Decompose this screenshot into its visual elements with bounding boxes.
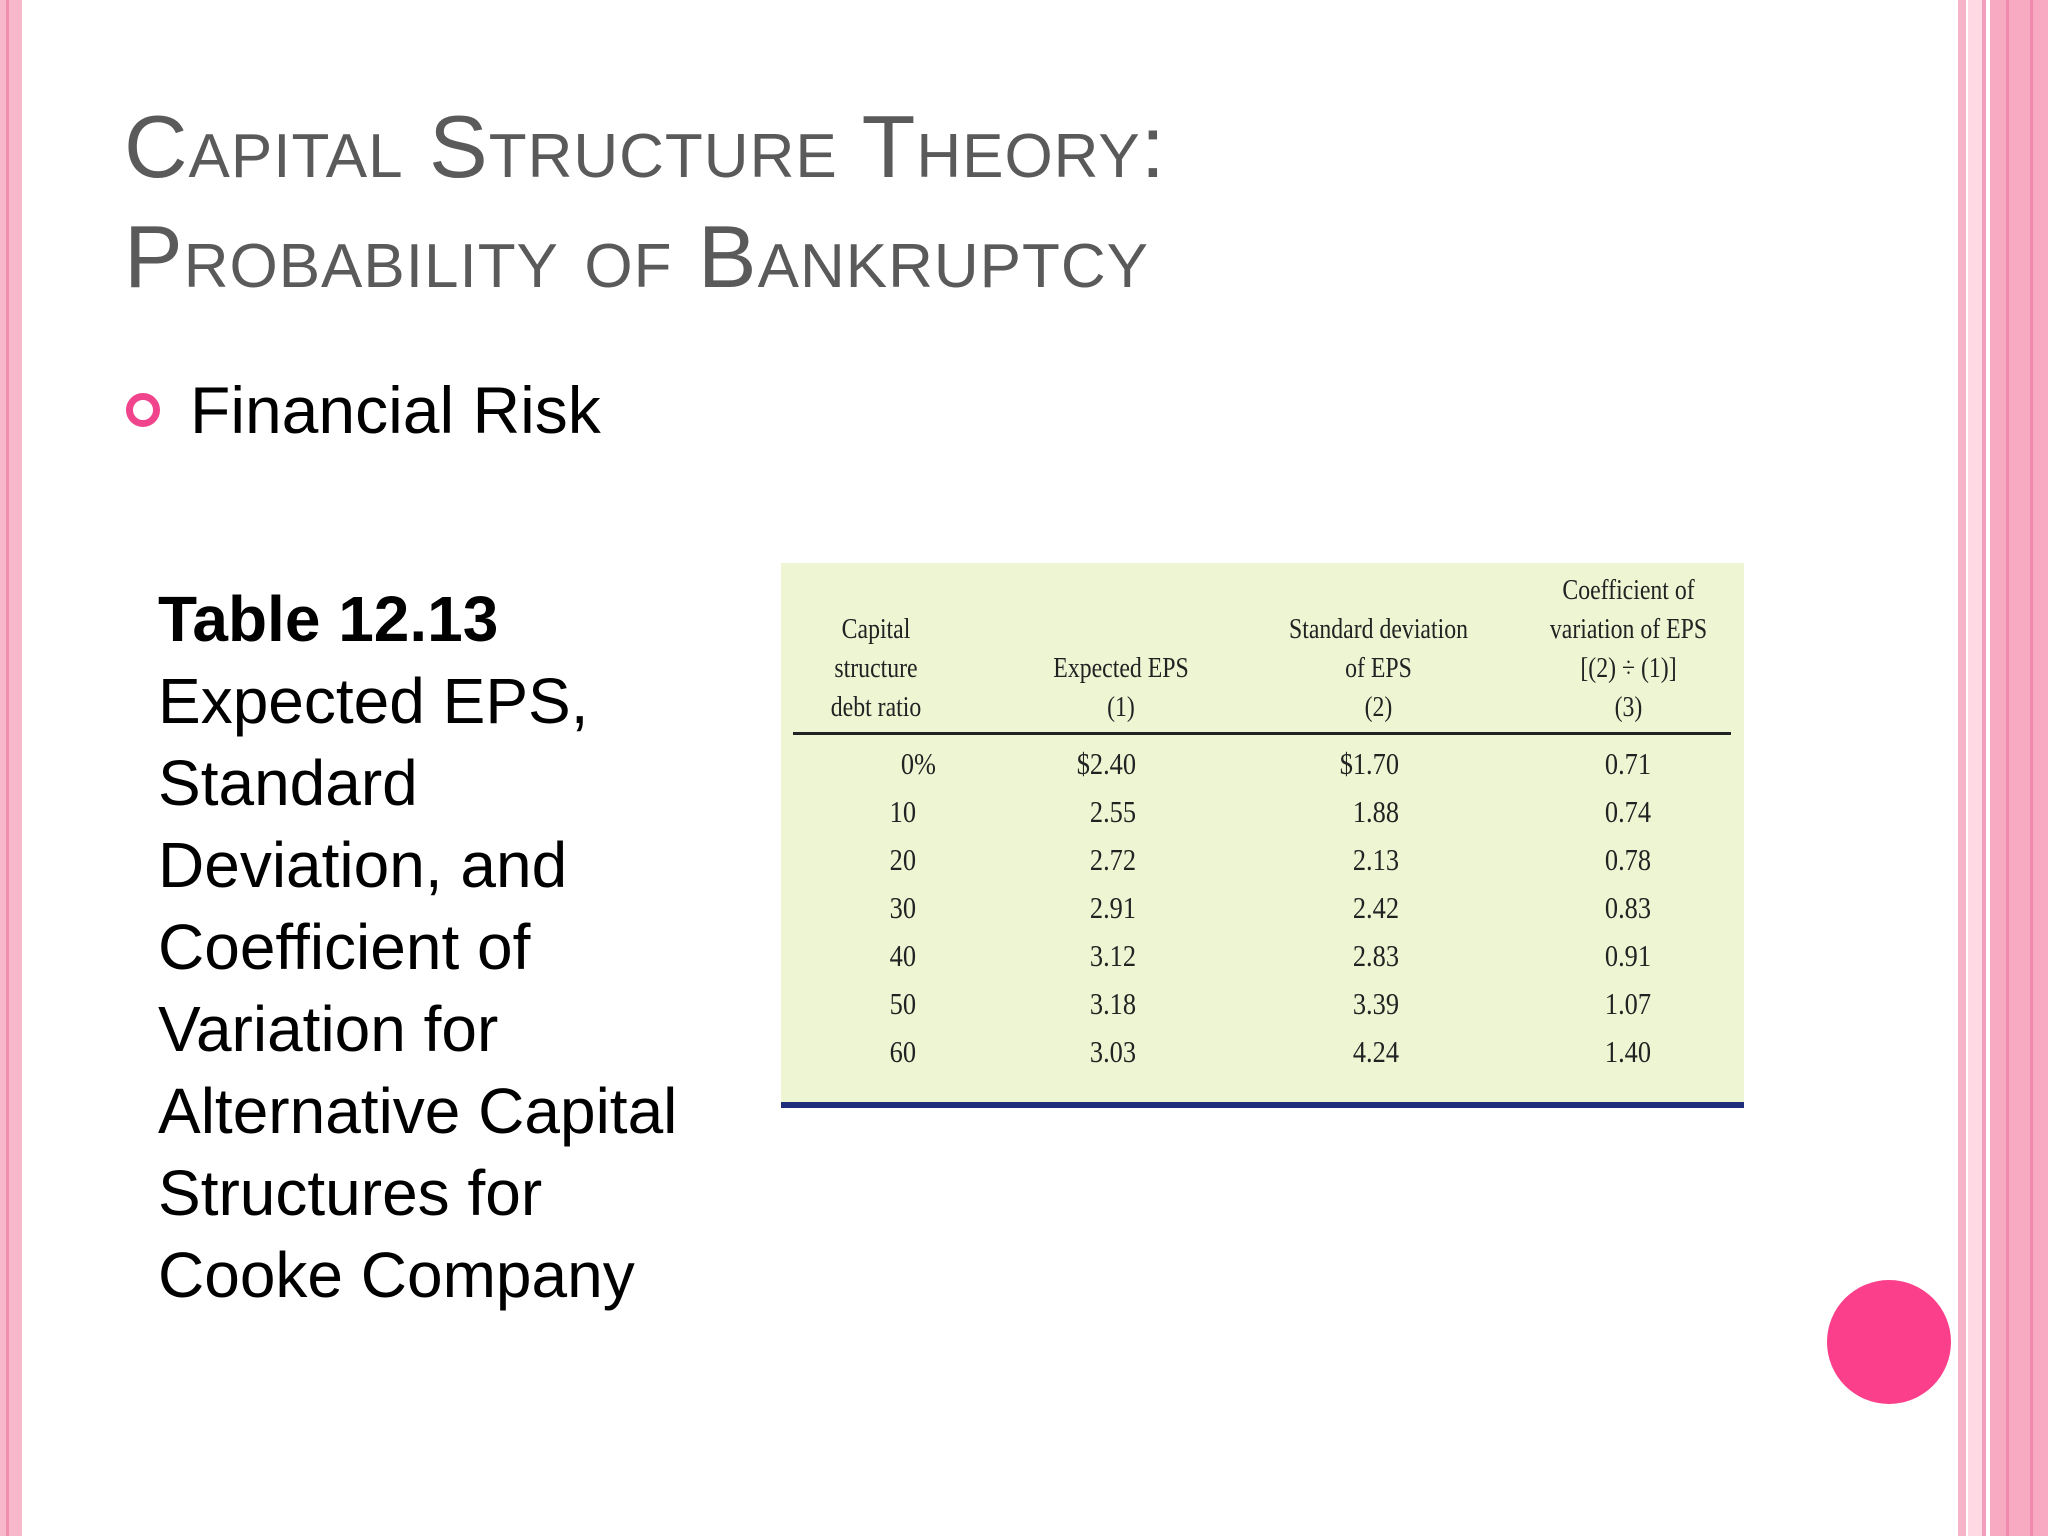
right-stripe [1982, 0, 1986, 1536]
caption-line: Structures for [158, 1157, 543, 1229]
caption-line: Coefficient of [158, 911, 531, 983]
cell-debt-ratio: 0% [900, 746, 936, 781]
cell-debt-ratio: 10 [889, 794, 916, 829]
table-row [781, 794, 1744, 842]
bullet-text: Financial Risk [190, 373, 601, 447]
caption-title: Table 12.13 [158, 583, 499, 655]
header-coefficient-variation [1536, 571, 1721, 727]
cell-standard-deviation: 1.88 [1352, 794, 1399, 829]
cell-debt-ratio: 30 [889, 890, 916, 925]
caption-line: Deviation, and [158, 829, 568, 901]
header-line: Capital structure [834, 613, 918, 684]
slide-title-line-1: Capital Structure Theory: [124, 97, 1167, 196]
header-line: (3) [1614, 691, 1643, 723]
cell-standard-deviation: 2.83 [1352, 938, 1399, 973]
header-standard-deviation [1278, 610, 1479, 727]
caption-line: Standard [158, 747, 418, 819]
slide-title [124, 92, 1424, 312]
right-stripe [2030, 0, 2033, 1536]
cell-expected-eps: 2.91 [1089, 890, 1136, 925]
header-line: Standard deviation [1289, 613, 1468, 645]
bullet-item [126, 372, 601, 448]
cell-coefficient: 0.83 [1604, 890, 1651, 925]
circle-bullet-icon [126, 393, 160, 427]
table-header [781, 563, 1744, 727]
table-row [781, 938, 1744, 986]
caption-line: Variation for [158, 993, 499, 1065]
cell-coefficient: 0.78 [1604, 842, 1651, 877]
cell-debt-ratio: 20 [889, 842, 916, 877]
table-row [781, 986, 1744, 1034]
table-row [781, 1034, 1744, 1082]
cell-coefficient: 1.07 [1604, 986, 1651, 1021]
cell-expected-eps: 3.12 [1089, 938, 1136, 973]
right-stripe [1968, 0, 1982, 1536]
header-debt-ratio [798, 610, 954, 727]
cell-standard-deviation: 2.13 [1352, 842, 1399, 877]
header-expected-eps [1039, 649, 1203, 727]
eps-table [781, 563, 1744, 1108]
table-row [781, 746, 1744, 794]
right-stripe [2006, 0, 2009, 1536]
right-stripe [1958, 0, 1966, 1536]
slide-title-line-2: Probability of Bankruptcy [124, 207, 1149, 306]
cell-debt-ratio: 40 [889, 938, 916, 973]
cell-coefficient: 0.71 [1604, 746, 1651, 781]
cell-expected-eps: 3.03 [1089, 1034, 1136, 1069]
header-line: variation of EPS [1549, 613, 1708, 645]
cell-standard-deviation: $1.70 [1339, 746, 1399, 781]
header-line: Expected EPS [1053, 652, 1189, 684]
header-line: of EPS [1345, 652, 1412, 684]
table-bottom-rule [781, 1102, 1744, 1108]
caption-line: Cooke Company [158, 1239, 635, 1311]
left-edge-line [6, 0, 9, 1536]
header-line: (1) [1107, 691, 1135, 723]
table-row [781, 842, 1744, 890]
cell-standard-deviation: 3.39 [1352, 986, 1399, 1021]
cell-coefficient: 0.74 [1604, 794, 1651, 829]
header-line: debt ratio [830, 691, 922, 723]
header-rule [793, 732, 1731, 735]
cell-expected-eps: $2.40 [1076, 746, 1136, 781]
caption-line: Expected EPS, [158, 665, 589, 737]
cell-expected-eps: 3.18 [1089, 986, 1136, 1021]
cell-standard-deviation: 2.42 [1352, 890, 1399, 925]
cell-coefficient: 0.91 [1604, 938, 1651, 973]
header-line: Coefficient of [1562, 574, 1695, 606]
cell-expected-eps: 2.55 [1089, 794, 1136, 829]
cell-debt-ratio: 50 [889, 986, 916, 1021]
header-line: [(2) ÷ (1)] [1580, 652, 1677, 684]
caption-line: Alternative Capital [158, 1075, 678, 1147]
right-stripe [1990, 0, 2048, 1536]
cell-expected-eps: 2.72 [1089, 842, 1136, 877]
table-row [781, 890, 1744, 938]
cell-debt-ratio: 60 [889, 1034, 916, 1069]
cell-standard-deviation: 4.24 [1352, 1034, 1399, 1069]
left-decorative-edge [0, 0, 22, 1536]
cell-coefficient: 1.40 [1604, 1034, 1651, 1069]
decorative-circle [1827, 1280, 1951, 1404]
header-line: (2) [1364, 691, 1393, 723]
table-caption [158, 578, 758, 1316]
